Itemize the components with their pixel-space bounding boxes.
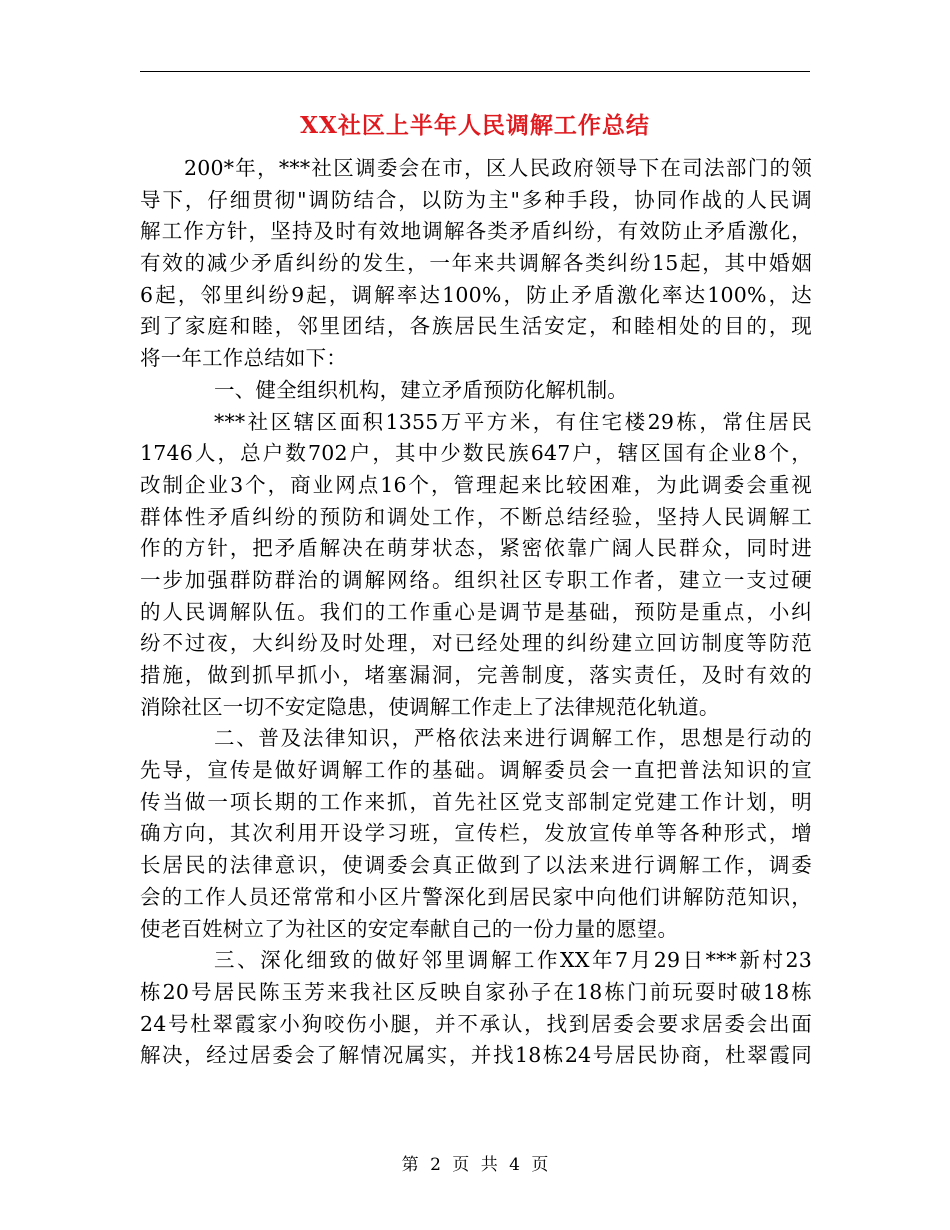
- text-line: 一、健全组织机构，建立矛盾预防化解机制。: [214, 377, 628, 402]
- text-line: 确方向，其次利用开设学习班，宣传栏，发放宣传单等各种形式，增: [140, 821, 812, 846]
- text-line: 解决，经过居委会了解情况属实，并找18栋24号居民协商，杜翠霞同: [140, 1043, 812, 1068]
- text-line: 栋20号居民陈玉芳来我社区反映自家孙子在18栋门前玩耍时破18栋: [140, 979, 812, 1004]
- document-title: XX社区上半年人民调解工作总结: [300, 112, 650, 139]
- text-line: 到了家庭和睦，邻里团结，各族居民生活安定，和睦相处的目的，现: [140, 314, 812, 339]
- text-line: 24号杜翠霞家小狗咬伤小腿，并不承认，找到居委会要求居委会出面: [140, 1011, 812, 1036]
- text-line: ***社区辖区面积1355万平方米，有住宅楼29栋，常住居民: [214, 409, 812, 434]
- text-line: 传当做一项长期的工作来抓，首先社区党支部制定党建工作计划，明: [140, 789, 812, 814]
- text-line: 会的工作人员还常常和小区片警深化到居民家中向他们讲解防范知识，: [140, 884, 812, 909]
- text-line: 解工作方针，坚持及时有效地调解各类矛盾纠纷，有效防止矛盾激化，: [140, 219, 812, 244]
- text-line: 有效的减少矛盾纠纷的发生，一年来共调解各类纠纷15起，其中婚姻: [140, 251, 812, 276]
- text-line: 改制企业3个，商业网点16个，管理起来比较困难，为此调委会重视: [140, 472, 812, 497]
- text-line: 三、深化细致的做好邻里调解工作XX年7月29日***新村23: [214, 948, 812, 973]
- document-body: [140, 153, 812, 1072]
- text-line: 群体性矛盾纠纷的预防和调处工作，不断总结经验，坚持人民调解工: [140, 504, 812, 529]
- text-line: 使老百姓树立了为社区的安定奉献自己的一份力量的愿望。: [140, 916, 679, 941]
- text-line: 二、普及法律知识，严格依法来进行调解工作，思想是行动的: [214, 726, 812, 751]
- text-line: 1746人，总户数702户，其中少数民族647户，辖区国有企业8个，: [140, 441, 812, 466]
- text-line: 一步加强群防群治的调解网络。组织社区专职工作者，建立一支过硬: [140, 567, 812, 592]
- text-line: 长居民的法律意识，使调委会真正做到了以法来进行调解工作，调委: [140, 853, 812, 878]
- page-footer: 第 2 页 共 4 页: [401, 1155, 549, 1175]
- header-rule: [140, 71, 810, 72]
- text-line: 措施，做到抓早抓小，堵塞漏洞，完善制度，落实责任，及时有效的: [140, 663, 812, 687]
- text-line: 纷不过夜，大纠纷及时处理，对已经处理的纠纷建立回访制度等防范: [140, 631, 812, 656]
- text-line: 6起，邻里纠纷9起，调解率达100%，防止矛盾激化率达100%，达: [140, 282, 812, 307]
- text-line: 的人民调解队伍。我们的工作重心是调节是基础，预防是重点，小纠: [140, 599, 812, 624]
- text-line: 200*年，***社区调委会在市，区人民政府领导下在司法部门的领: [184, 156, 812, 180]
- text-line: 将一年工作总结如下：: [140, 346, 347, 371]
- text-line: 作的方针，把矛盾解决在萌芽状态，紧密依靠广阔人民群众，同时进: [140, 536, 812, 561]
- text-line: 消除社区一切不安定隐患，使调解工作走上了法律规范化轨道。: [140, 694, 720, 719]
- text-line: 导下，仔细贯彻"调防结合，以防为主"多种手段，协同作战的人民调: [140, 187, 812, 212]
- text-line: 先导，宣传是做好调解工作的基础。调解委员会一直把普法知识的宣: [140, 758, 812, 783]
